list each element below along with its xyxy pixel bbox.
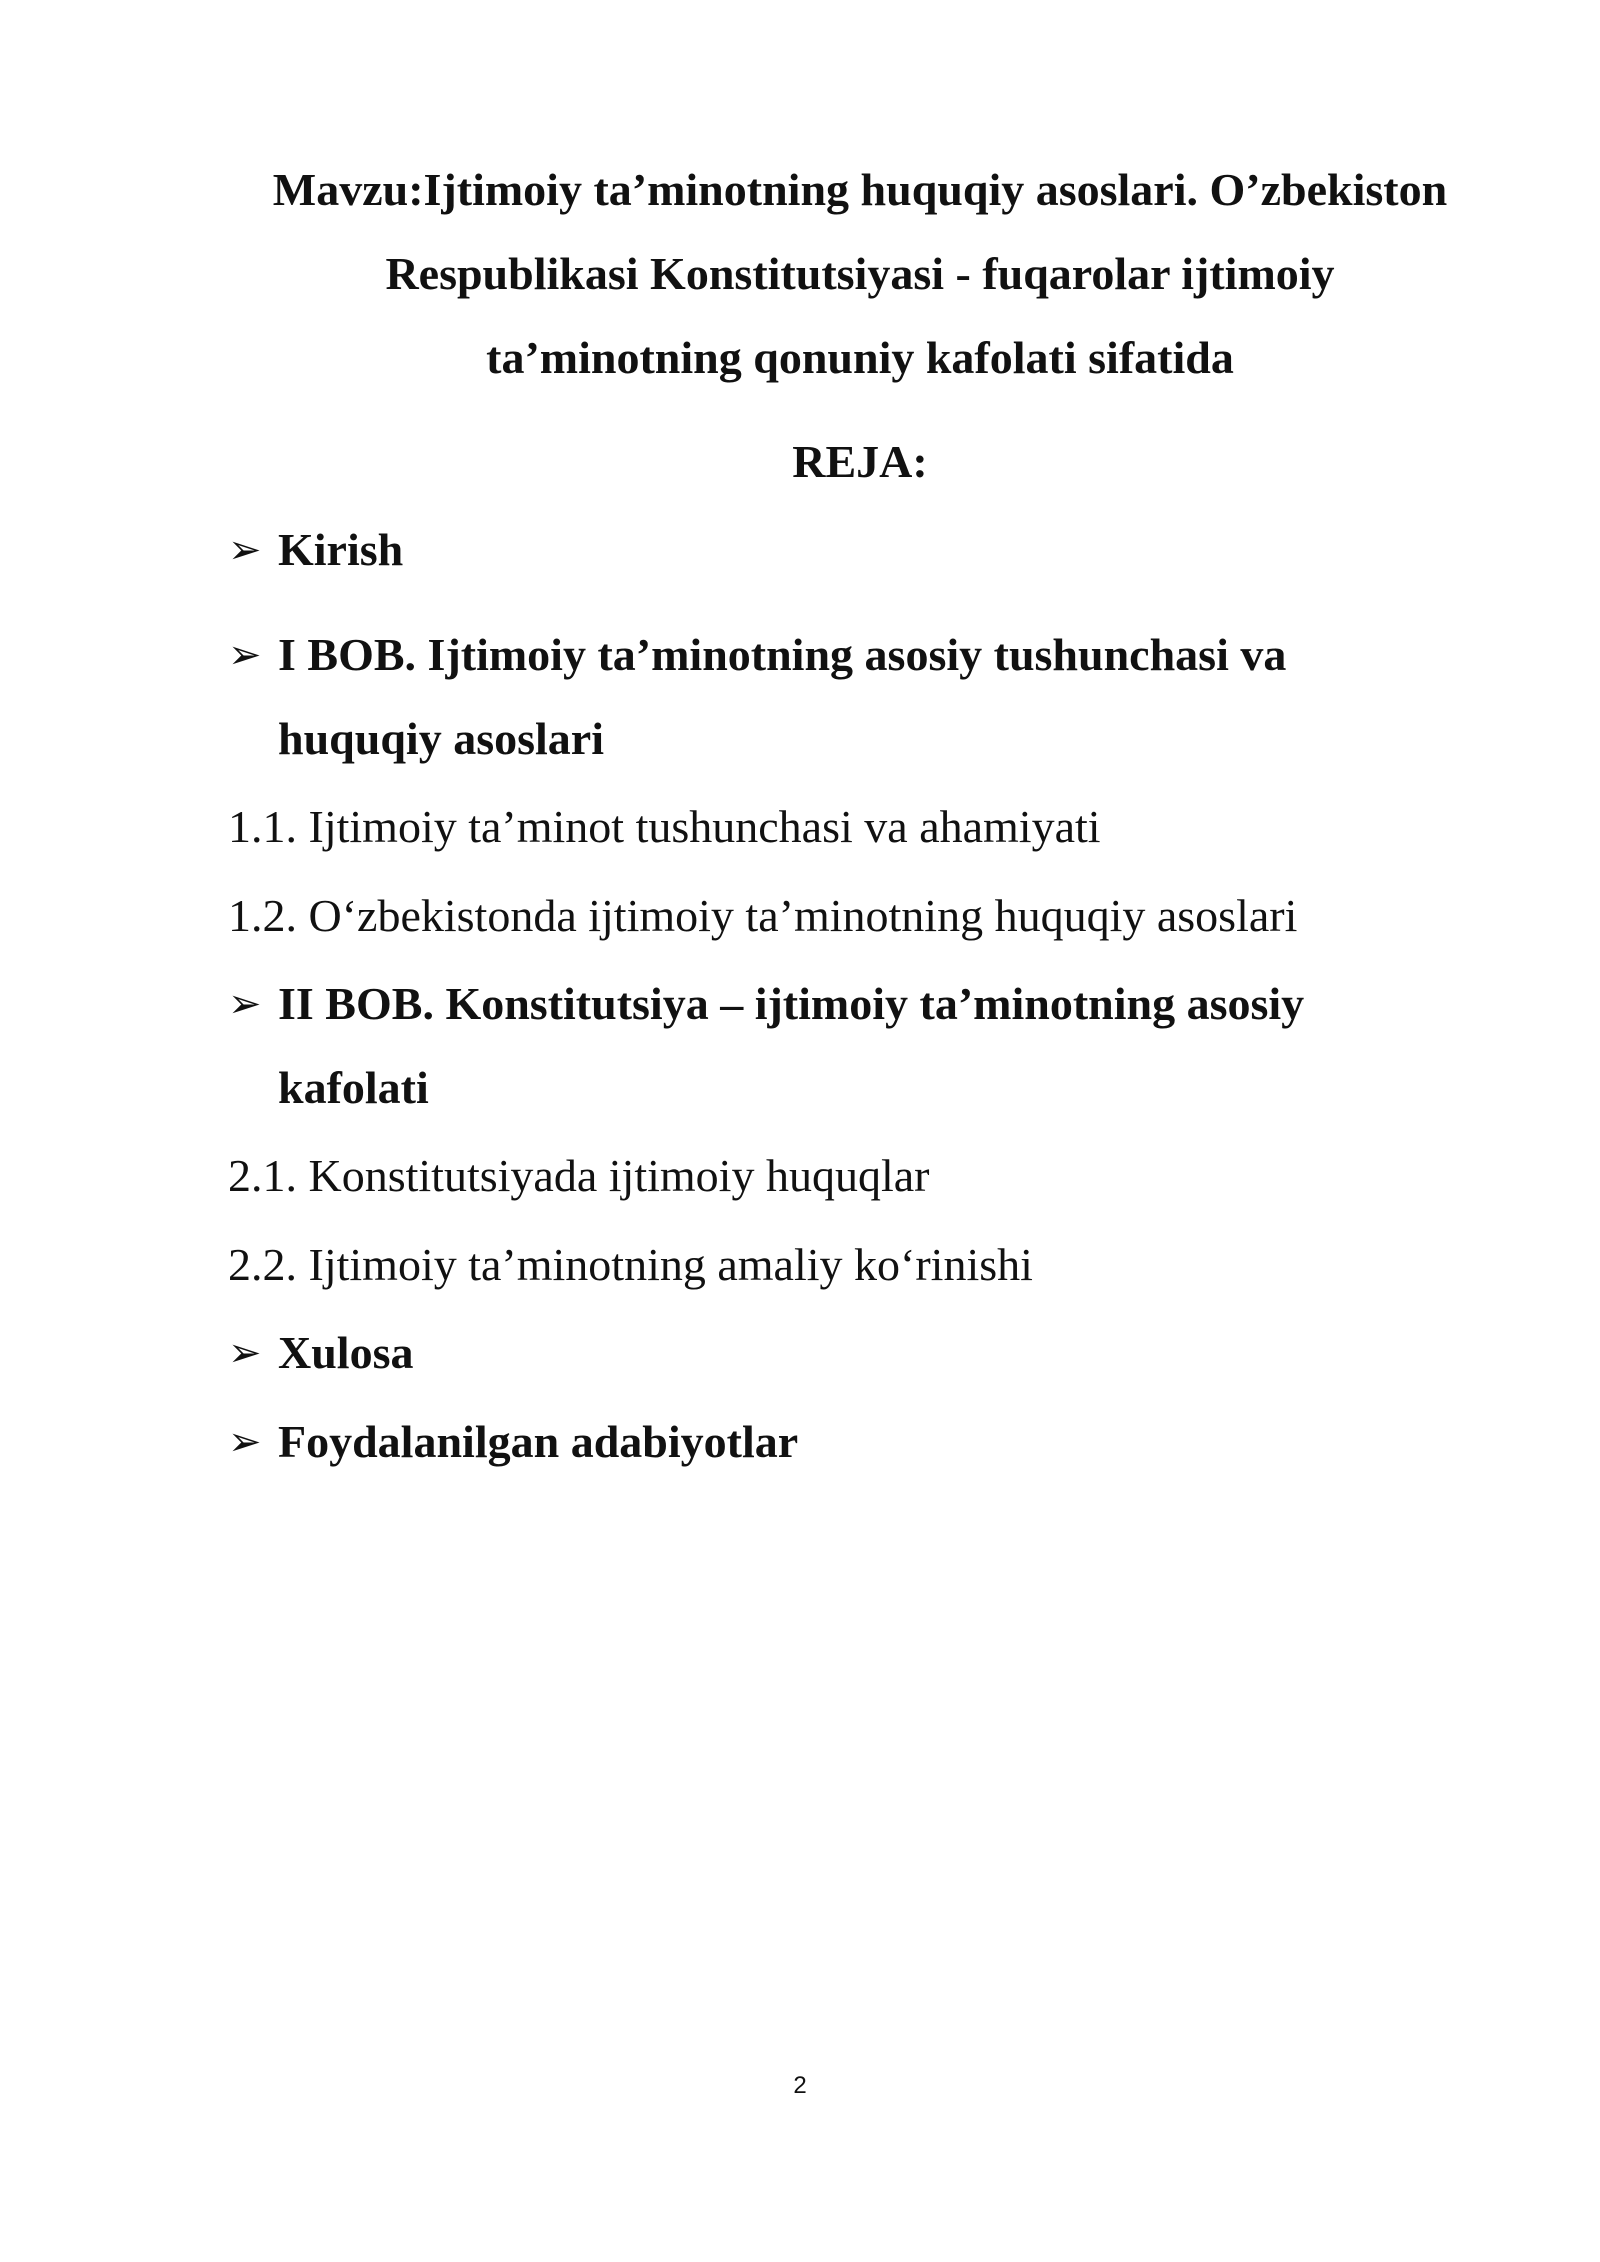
- page-number: 2: [793, 2072, 807, 2099]
- plan-heading: REJA:: [792, 436, 928, 487]
- plan-item-label: Xulosa: [278, 1327, 414, 1378]
- arrowhead-bullet-icon: ➢: [228, 527, 262, 573]
- plan-item-chapter-2: [228, 962, 1304, 1130]
- plan-item-label-continuation: huquqiy asoslari: [278, 713, 604, 764]
- plan-subitem-2-2: 2.2. Ijtimoiy ta’minotning amaliy ko‘rinishi: [228, 1239, 1033, 1290]
- plan-item-label: II BOB. Konstitutsiya – ijtimoiy ta’minotning asosiy: [278, 978, 1305, 1029]
- plan-item-conclusion: [228, 1311, 413, 1395]
- plan-item-label: Kirish: [278, 524, 404, 575]
- arrowhead-bullet-icon: ➢: [228, 981, 262, 1027]
- plan-subitem-2-1: 2.1. Konstitutsiyada ijtimoiy huquqlar: [228, 1150, 930, 1201]
- plan-subitem-1-2: 1.2. O‘zbekistonda ijtimoiy ta’minotning huquqiy asoslari: [228, 890, 1298, 941]
- plan-item-chapter-1: [228, 613, 1286, 781]
- arrowhead-bullet-icon: ➢: [228, 1419, 262, 1465]
- plan-item-label: I BOB. Ijtimoiy ta’minotning asosiy tushunchasi va: [278, 629, 1287, 680]
- topic-title: [200, 148, 1520, 400]
- topic-title-line-3: ta’minotning qonuniy kafolati sifatida: [486, 332, 1234, 383]
- arrowhead-bullet-icon: ➢: [228, 1330, 262, 1376]
- arrowhead-bullet-icon: ➢: [228, 632, 262, 678]
- plan-item-references: [228, 1400, 798, 1484]
- topic-title-line-2: Respublikasi Konstitutsiyasi - fuqarolar ijtimoiy: [385, 248, 1335, 299]
- plan-item-label-continuation: kafolati: [278, 1062, 429, 1113]
- plan-item-introduction: [228, 508, 403, 592]
- plan-item-label: Foydalanilgan adabiyotlar: [278, 1416, 799, 1467]
- plan-subitem-1-1: 1.1. Ijtimoiy ta’minot tushunchasi va ahamiyati: [228, 801, 1101, 852]
- topic-title-line-1: Mavzu:Ijtimoiy ta’minotning huquqiy asoslari. O’zbekiston: [272, 164, 1448, 215]
